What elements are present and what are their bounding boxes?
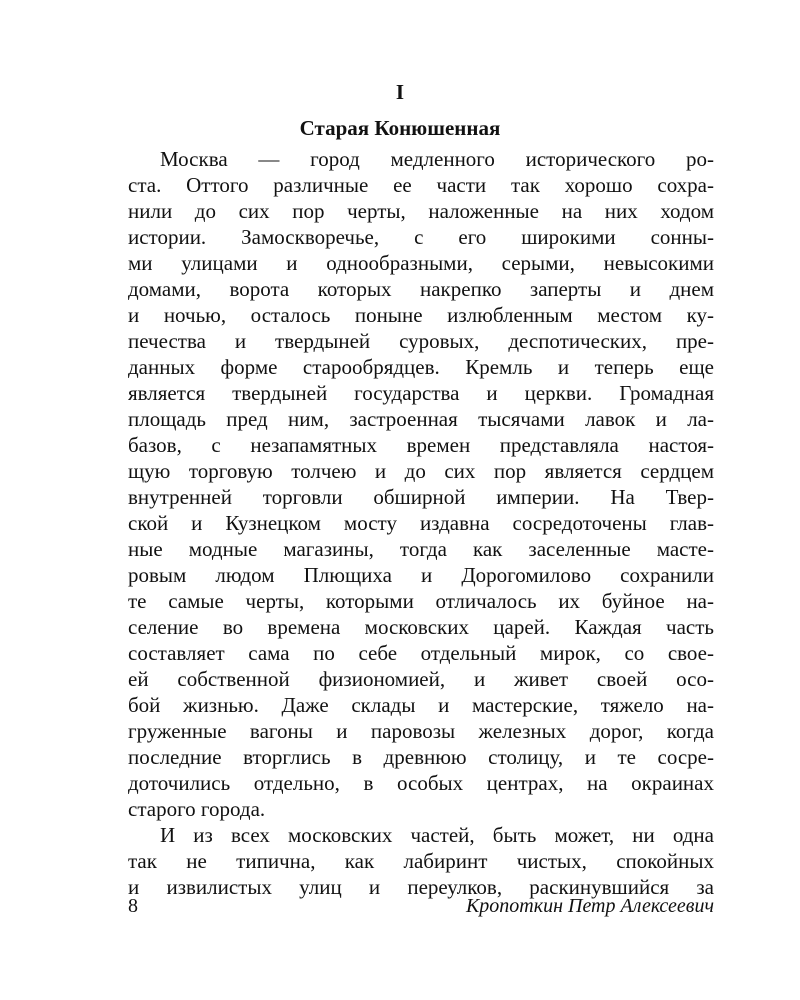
text-line: внутренней торговли обширной империи. На Твер- (128, 485, 714, 509)
text-line: Москва — город медленного исторического ро- (160, 147, 714, 171)
text-line: бой жизнью. Даже склады и мастерские, тяжело на- (128, 693, 714, 717)
text-line: и извилистых улиц и переулков, раскинувшийся за (128, 875, 714, 899)
text-line: данных форме старообрядцев. Кремль и теперь еще (128, 355, 714, 379)
text-line: базов, с незапамятных времен представляла настоя- (128, 433, 714, 457)
text-line: ные модные магазины, тогда как заселенные масте- (128, 537, 714, 561)
text-line: ста. Оттого различные ее части так хорошо сохра- (128, 173, 714, 197)
chapter-number: I (395, 80, 405, 104)
text-line: щую торговую толчею и до сих пор является сердцем (128, 459, 714, 483)
text-line: доточились отдельно, в особых центрах, на окраинах (128, 771, 714, 795)
text-line: ми улицами и однообразными, серыми, невысокими (128, 251, 714, 275)
body-text (128, 146, 714, 900)
running-footer-author: Кропоткин Петр Алексеевич (466, 895, 714, 917)
text-line: последние вторглись в древнюю столицу, и те сосре- (128, 745, 714, 769)
text-line: нили до сих пор черты, наложенные на них ходом (128, 199, 714, 223)
text-line: домами, ворота которых накрепко заперты и днем (128, 277, 714, 301)
text-line: истории. Замоскворечье, с его широкими сонны- (128, 225, 714, 249)
text-line: старого города. (128, 797, 266, 821)
text-line: ей собственной физиономией, и живет своей осо- (128, 667, 714, 691)
text-line: является твердыней государства и церкви. Громадная (128, 381, 714, 405)
text-line: составляет сама по себе отдельный мирок, со свое- (128, 641, 714, 665)
page-number: 8 (128, 895, 138, 917)
text-line: груженные вагоны и паровозы железных дорог, когда (128, 719, 714, 743)
text-line: ровым людом Плющиха и Дорогомилово сохранили (128, 563, 714, 587)
text-line: те самые черты, которыми отличалось их буйное на- (128, 589, 714, 613)
text-line: селение во времена московских царей. Каждая часть (128, 615, 714, 639)
text-line: ской и Кузнецком мосту издавна сосредоточены глав- (128, 511, 714, 535)
text-line: площадь пред ним, застроенная тысячами лавок и ла- (128, 407, 714, 431)
text-line: И из всех московских частей, быть может, ни одна (160, 823, 714, 847)
chapter-title: Старая Конюшенная (299, 116, 501, 140)
text-line: так не типична, как лабиринт чистых, спокойных (128, 849, 714, 873)
text-line: печества и твердыней суровых, деспотических, пре- (128, 329, 714, 353)
text-line: и ночью, осталось поныне излюбленным местом ку- (128, 303, 714, 327)
